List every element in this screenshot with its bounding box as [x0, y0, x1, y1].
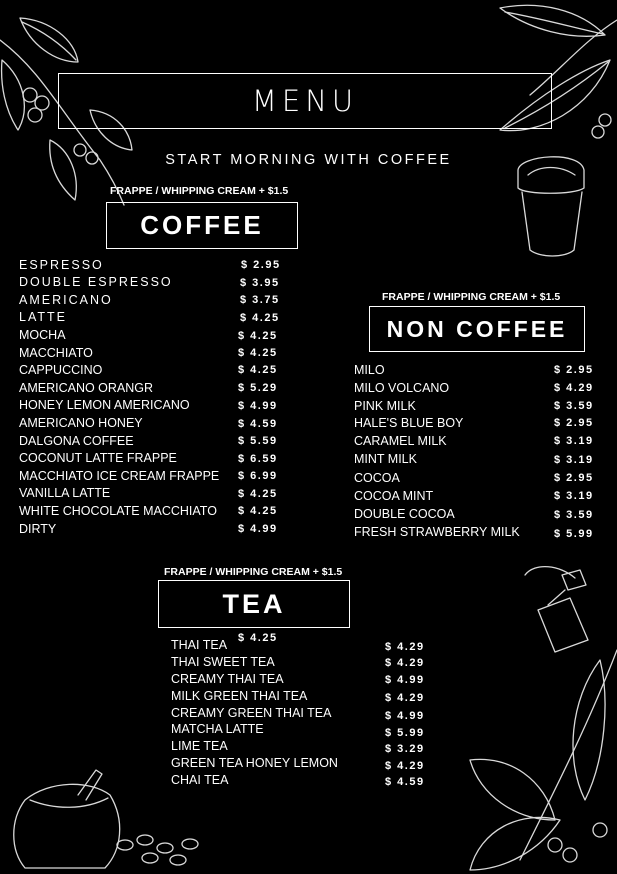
tea-item-price: $ 4.29 — [385, 641, 425, 653]
coffee-item-price: $ 2.95 — [241, 259, 281, 271]
coffee-item-price: $ 3.95 — [240, 277, 280, 289]
non-coffee-item-name: PINK MILK — [354, 399, 416, 413]
tea-item-price: $ 4.99 — [385, 674, 425, 686]
tea-item-price: $ 3.29 — [385, 743, 425, 755]
non-coffee-note: FRAPPE / WHIPPING CREAM + $1.5 — [382, 291, 561, 303]
tea-item-price: $ 4.29 — [385, 760, 425, 772]
tagline: START MORNING WITH COFFEE — [165, 152, 452, 168]
non-coffee-item-name: MILO VOLCANO — [354, 381, 450, 395]
coffee-item-price: $ 4.99 — [238, 400, 278, 412]
coffee-item-price: $ 6.59 — [238, 453, 278, 465]
tea-item-name: CREAMY GREEN THAI TEA — [171, 706, 332, 720]
coffee-item-price: $ 5.59 — [238, 435, 278, 447]
coffee-item-price: $ 4.25 — [240, 312, 280, 324]
non-coffee-item-name: MILO — [354, 363, 385, 377]
coffee-item-price: $ 4.25 — [238, 347, 278, 359]
tea-title: TEA — [222, 588, 286, 619]
coffee-title: COFFEE — [140, 210, 264, 240]
tea-item-name: CHAI TEA — [171, 773, 229, 787]
non-coffee-item-price: $ 2.95 — [554, 472, 594, 484]
coffee-item-name: LATTE — [19, 310, 67, 324]
menu-title-box — [58, 73, 552, 129]
coffee-item-name: DALGONA COFFEE — [19, 434, 134, 448]
coffee-item-name: MOCHA — [19, 328, 66, 342]
coffee-item-price: $ 6.99 — [238, 470, 278, 482]
coffee-item-name: COCONUT LATTE FRAPPE — [19, 451, 177, 465]
coffee-item-name: WHITE CHOCOLATE MACCHIATO — [19, 504, 217, 518]
coffee-item-price: $ 4.25 — [238, 330, 278, 342]
tea-item-name: GREEN TEA HONEY LEMON — [171, 756, 338, 770]
non-coffee-item-name: FRESH STRAWBERRY MILK — [354, 525, 520, 539]
coffee-item-name: MACCHIATO — [19, 346, 93, 360]
coffee-item-price: $ 4.99 — [238, 523, 278, 535]
non-coffee-item-name: HALE'S BLUE BOY — [354, 416, 464, 430]
non-coffee-item-price: $ 4.29 — [554, 382, 594, 394]
coffee-note: FRAPPE / WHIPPING CREAM + $1.5 — [110, 185, 289, 197]
tea-item-name: MATCHA LATTE — [171, 722, 264, 736]
tea-note: FRAPPE / WHIPPING CREAM + $1.5 — [164, 566, 343, 578]
coffee-item-name: MACCHIATO ICE CREAM FRAPPE — [19, 469, 220, 483]
coffee-item-price: $ 4.25 — [238, 364, 278, 376]
tea-item-price: $ 4.29 — [385, 657, 425, 669]
tea-item-name: THAI SWEET TEA — [171, 655, 275, 669]
non-coffee-item-price: $ 3.59 — [554, 400, 594, 412]
non-coffee-item-price: $ 3.59 — [554, 509, 594, 521]
coffee-item-price: $ 4.25 — [238, 505, 278, 517]
non-coffee-item-price: $ 3.19 — [554, 454, 594, 466]
tea-item-name: LIME TEA — [171, 739, 228, 753]
coffee-item-name: AMERICANO HONEY — [19, 416, 143, 430]
non-coffee-item-name: COCOA MINT — [354, 489, 434, 503]
non-coffee-item-name: CARAMEL MILK — [354, 434, 447, 448]
non-coffee-title: NON COFFEE — [386, 315, 568, 342]
coffee-item-price: $ 4.25 — [238, 488, 278, 500]
non-coffee-item-price: $ 2.95 — [554, 364, 594, 376]
non-coffee-item-name: DOUBLE COCOA — [354, 507, 455, 521]
tea-title-box — [158, 580, 350, 628]
page-title: MENU — [251, 84, 359, 118]
tea-item-name: THAI TEA — [171, 638, 228, 652]
non-coffee-item-price: $ 2.95 — [554, 417, 594, 429]
tea-item-price: $ 4.59 — [385, 776, 425, 788]
non-coffee-title-box — [369, 306, 585, 352]
coffee-item-name: HONEY LEMON AMERICANO — [19, 398, 190, 412]
coffee-item-name: DIRTY — [19, 522, 57, 536]
coffee-item-name: AMERICANO — [19, 293, 113, 307]
non-coffee-item-price: $ 3.19 — [554, 490, 594, 502]
coffee-item-name: AMERICANO ORANGR — [19, 381, 154, 395]
non-coffee-item-name: MINT MILK — [354, 452, 417, 466]
tea-item-name: CREAMY THAI TEA — [171, 672, 284, 686]
non-coffee-item-name: COCOA — [354, 471, 400, 485]
coffee-item-name: ESPRESSO — [19, 258, 104, 272]
tea-item-name: MILK GREEN THAI TEA — [171, 689, 308, 703]
coffee-title-box — [106, 202, 298, 249]
tea-item-price: $ 4.99 — [385, 710, 425, 722]
tea-item-price: $ 4.29 — [385, 692, 425, 704]
coffee-item-name: DOUBLE ESPRESSO — [19, 275, 173, 289]
tea-item-price: $ 5.99 — [385, 727, 425, 739]
tea-stray-price: $ 4.25 — [238, 632, 278, 644]
coffee-item-name: CAPPUCCINO — [19, 363, 103, 377]
coffee-item-name: VANILLA LATTE — [19, 486, 111, 500]
coffee-item-price: $ 5.29 — [238, 382, 278, 394]
non-coffee-item-price: $ 5.99 — [554, 528, 594, 540]
coffee-item-price: $ 3.75 — [240, 294, 280, 306]
coffee-item-price: $ 4.59 — [238, 418, 278, 430]
non-coffee-item-price: $ 3.19 — [554, 435, 594, 447]
